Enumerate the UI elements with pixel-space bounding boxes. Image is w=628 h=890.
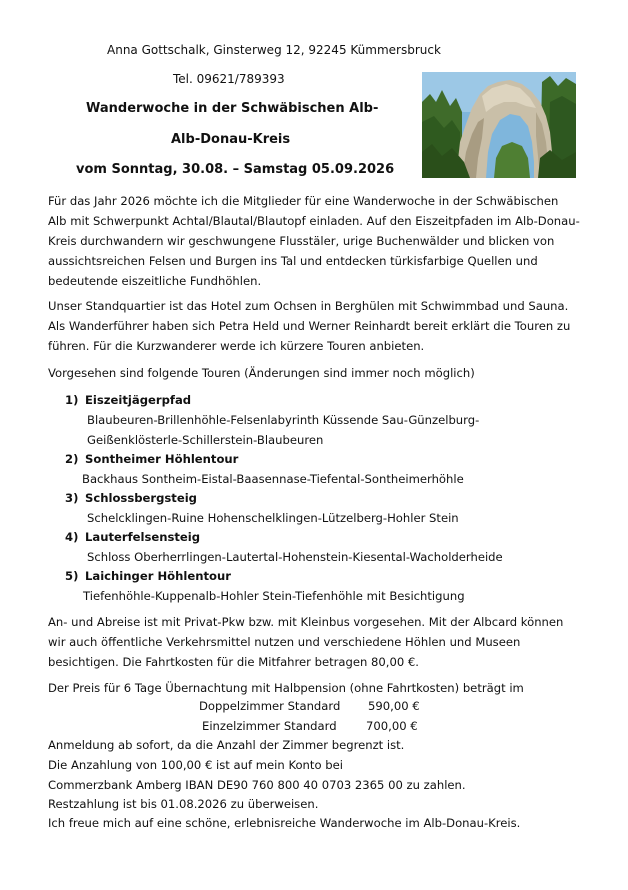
title-line-2: Alb-Donau-Kreis xyxy=(171,132,291,147)
tour-number: 2) xyxy=(65,452,79,466)
price-row-single xyxy=(0,719,628,737)
tour-name: Eiszeitjägerpfad xyxy=(85,393,192,407)
balance-note: Restzahlung ist bis 01.08.2026 zu überweisen. xyxy=(48,797,319,811)
price-label: Einzelzimmer Standard xyxy=(202,719,337,733)
closing-line: Ich freue mich auf eine schöne, erlebnisreiche Wanderwoche im Alb-Donau-Kreis. xyxy=(48,816,521,830)
tour-route: Blaubeuren-Brillenhöhle-Felsenlabyrinth Küssende Sau-Günzelburg- xyxy=(87,413,480,427)
rock-arch-photo xyxy=(422,72,576,178)
deposit-note: Die Anzahlung von 100,00 € ist auf mein Konto bei xyxy=(48,758,343,772)
tour-name: Schlossbergsteig xyxy=(85,491,197,505)
tour-name: Laichinger Höhlentour xyxy=(85,569,231,583)
tour-number: 1) xyxy=(65,393,79,407)
tour-item xyxy=(65,566,585,606)
tour-route: Tiefenhöhle-Kuppenalb-Hohler Stein-Tiefenhöhle mit Besichtigung xyxy=(83,589,465,603)
price-row-double xyxy=(0,699,628,717)
tour-route: Backhaus Sontheim-Eistal-Baasennase-Tiefental-Sontheimerhöhle xyxy=(82,472,464,486)
title-line-1: Wanderwoche in der Schwäbischen Alb- xyxy=(86,101,379,116)
quarters-paragraph: Unser Standquartier ist das Hotel zum Ochsen in Berghülen mit Schwimmbad und Sauna. Als Wanderführer haben sich Petra Held und Werner Reinhardt bereit erklärt die Touren zu führen. Für die Kurzwanderer werde ich kürzere Touren anbieten. xyxy=(48,299,571,353)
price-label: Doppelzimmer Standard xyxy=(199,699,341,713)
tour-route: Schloss Oberherrlingen-Lautertal-Hohenstein-Kiesental-Wacholderheide xyxy=(87,550,503,564)
tour-name: Sontheimer Höhlentour xyxy=(85,452,239,466)
tour-route-continued: Geißenklösterle-Schillerstein-Blaubeuren xyxy=(87,433,324,447)
tour-item xyxy=(65,390,585,450)
tour-route: Schelcklingen-Ruine Hohenschelklingen-Lützelberg-Hohler Stein xyxy=(87,511,459,525)
rock-arch-photo-graphic xyxy=(422,72,576,178)
tour-number: 5) xyxy=(65,569,79,583)
registration-note: Anmeldung ab sofort, da die Anzahl der Zimmer begrenzt ist. xyxy=(48,738,405,752)
tour-item xyxy=(65,449,585,489)
tour-name: Lauterfelsensteig xyxy=(85,530,201,544)
phone-number: Tel. 09621/789393 xyxy=(173,72,285,86)
price-value: 700,00 € xyxy=(366,719,418,733)
tour-item xyxy=(65,488,585,528)
travel-paragraph: An- und Abreise ist mit Privat-Pkw bzw. mit Kleinbus vorgesehen. Mit der Albcard können wir auch öffentliche Verkehrsmittel nutzen und verschiedene Höhlen und Museen besichtigen. Die Fahrtkosten für die Mitfahrer betragen 80,00 €. xyxy=(48,615,564,669)
bank-details: Commerzbank Amberg IBAN DE90 760 800 40 0703 2365 00 zu zahlen. xyxy=(48,778,466,792)
sender-address: Anna Gottschalk, Ginsterweg 12, 92245 Kümmersbruck xyxy=(107,43,441,57)
price-value: 590,00 € xyxy=(368,699,420,713)
tour-number: 4) xyxy=(65,530,79,544)
intro-paragraph: Für das Jahr 2026 möchte ich die Mitglieder für eine Wanderwoche in der Schwäbischen Alb mit Schwerpunkt Achtal/Blautal/Blautopf einladen. Auf den Eiszeitpfaden im Alb-Donau-Kreis durchwandern wir geschwungene Flusstäler, urige Buchenwälder und blicken von aussichtsreichen Felsen und Burgen ins Tal und entdecken türkisfarbige Quellen und bedeutende eiszeitliche Fundhöhlen. xyxy=(48,194,580,288)
price-intro: Der Preis für 6 Tage Übernachtung mit Halbpension (ohne Fahrtkosten) beträgt im xyxy=(48,681,524,695)
title-line-3: vom Sonntag, 30.08. – Samstag 05.09.2026 xyxy=(76,162,395,177)
tour-item xyxy=(65,527,585,567)
tours-intro: Vorgesehen sind folgende Touren (Änderungen sind immer noch möglich) xyxy=(48,366,475,380)
tour-number: 3) xyxy=(65,491,79,505)
